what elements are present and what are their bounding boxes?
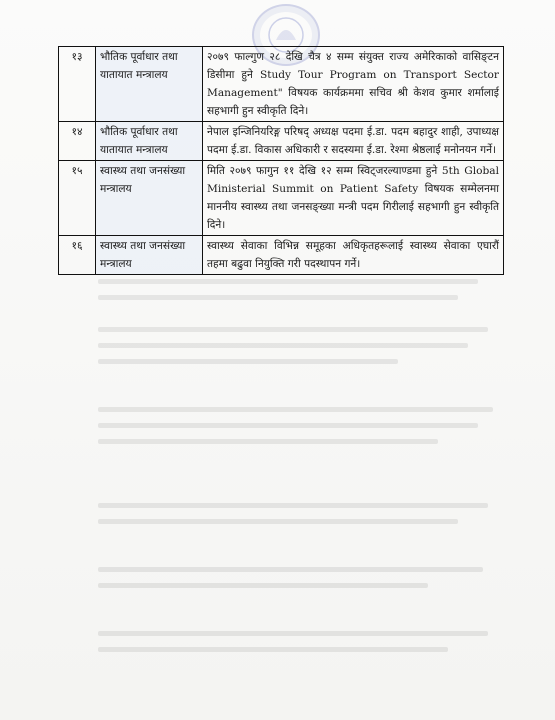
row-number: १३: [59, 47, 96, 122]
bleed-through-text: [58, 275, 504, 695]
decision-cell: मिति २०७९ फागुन ११ देखि १२ सम्म स्विट्जरल्याण्डमा हुने 5th Global Ministerial Summit on Patient Safety विषयक सम्मेलनमा माननीय स्वास्थ्य तथा जनसङ्ख्या मन्त्री पदम गिरीलाई सहभागी हुन स्वीकृति दिने।: [203, 161, 504, 236]
decision-table: [58, 46, 504, 275]
table-row: [59, 47, 504, 122]
ministry-cell: भौतिक पूर्वाधार तथा यातायात मन्त्रालय: [96, 122, 203, 161]
row-number: १५: [59, 161, 96, 236]
ministry-cell: स्वास्थ्य तथा जनसंख्या मन्त्रालय: [96, 161, 203, 236]
table-row: [59, 161, 504, 236]
table-row: [59, 236, 504, 275]
decision-cell: नेपाल इन्जिनियरिङ्ग परिषद् अध्यक्ष पदमा ई.डा. पदम बहादुर शाही, उपाध्यक्ष पदमा ई.डा. विकास अधिकारी र सदस्यमा ई.डा. रेश्मा श्रेष्ठलाई मनोनयन गर्ने।: [203, 122, 504, 161]
ministry-cell: स्वास्थ्य तथा जनसंख्या मन्त्रालय: [96, 236, 203, 275]
row-number: १६: [59, 236, 96, 275]
decision-cell: स्वास्थ्य सेवाका विभिन्न समूहका अधिकृतहरूलाई स्वास्थ्य सेवाका एघारौं तहमा बढुवा नियुक्ति गरी पदस्थापन गर्ने।: [203, 236, 504, 275]
table-row: [59, 122, 504, 161]
decision-cell: २०७९ फाल्गुण २८ देखि चैत्र ४ सम्म संयुक्त राज्य अमेरिकाको वासिङ्टन डिसीमा हुने Study Tour Program on Transport Sector Management" विषयक कार्यक्रममा सचिव श्री केशव कुमार शर्मालाई सहभागी हुन स्वीकृति दिने।: [203, 47, 504, 122]
ministry-cell: भौतिक पूर्वाधार तथा यातायात मन्त्रालय: [96, 47, 203, 122]
row-number: १४: [59, 122, 96, 161]
